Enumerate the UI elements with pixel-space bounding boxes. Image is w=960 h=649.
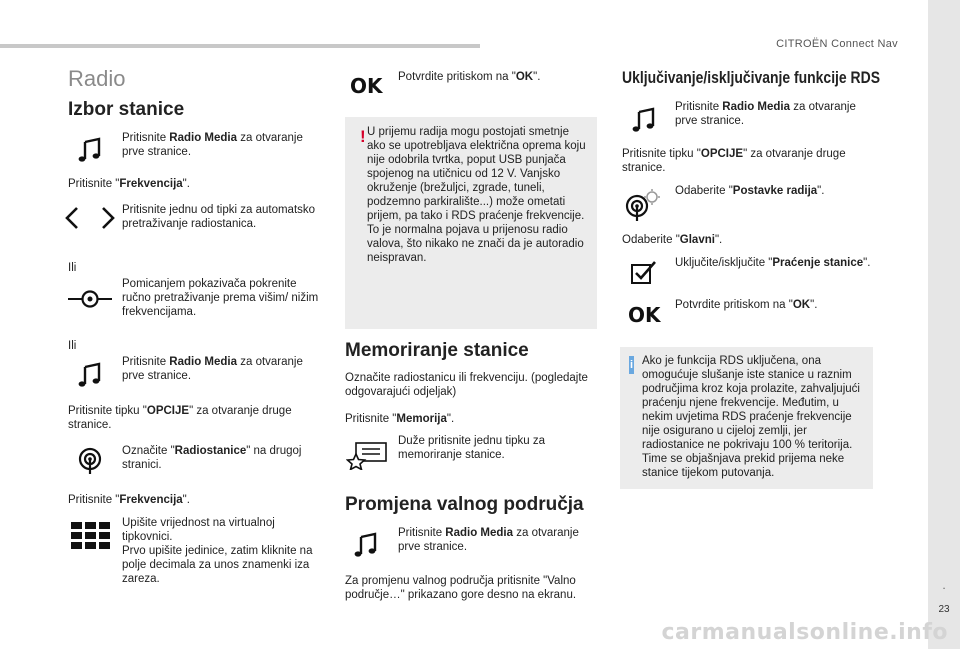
page-mark: . <box>942 578 946 592</box>
para-frekvencija-1: Pritisnite "Frekvencija". <box>68 178 190 190</box>
music-note-icon <box>70 360 110 390</box>
heading-memoriranje: Memoriranje stanice <box>345 340 529 361</box>
tuner-slider-icon <box>66 284 114 314</box>
warning-icon: ! <box>360 127 366 146</box>
radio-settings-icon <box>622 188 662 222</box>
keypad-icon <box>70 522 112 550</box>
mem-para-1: Označite radiostanicu ili frekvenciju. (pogledajte odgovarajući odjeljak) <box>345 372 588 398</box>
rds-step-radio-media: Pritisnite Radio Media za otvaranje prve stranice. <box>675 101 856 127</box>
step-radiostanice: Označite "Radiostanice" na drugoj stranici. <box>122 445 302 471</box>
chevron-left-icon <box>67 208 77 228</box>
seek-chevrons <box>62 203 118 233</box>
rds-step-ok: Potvrdite pritiskom na "OK". <box>675 299 818 311</box>
step-manual-seek: Pomicanjem pokazivača pokrenite ručno pretraživanje prema višim/ nižim frekvencijama. <box>122 278 319 318</box>
warning-box <box>345 117 597 329</box>
brand-header: CITROËN Connect Nav <box>776 38 898 50</box>
info-text: Ako je funkcija RDS uključena, ona omogućuje slušanje iste stanice u raznim područjima kroz koja prolazite, zahvaljujući praćenju njene frekvencije. Međutim, u nekim uvjetima RDS praćenje frekvencije nije osigurano u cijeloj zemlji, jer radiostanice ne pokrivaju 100 % teritorija. Time se objašnjava prekid prijema neke stanice tijekom putovanja. <box>642 355 860 479</box>
step-auto-seek: Pritisnite jednu od tipki za automatsko pretraživanje radiostanica. <box>122 204 316 230</box>
band-step-radio-media: Pritisnite Radio Media za otvaranje prve stranice. <box>398 527 579 553</box>
music-note-icon <box>70 135 110 165</box>
info-icon-glyph: i <box>629 359 634 371</box>
ili-1: Ili <box>68 262 77 274</box>
page-sidebar <box>928 0 960 649</box>
ili-2: Ili <box>68 340 77 352</box>
step-keypad: Upišite vrijednost na virtualnoj tipkovnici. Prvo upišite jedinice, zatim kliknite na polje decimala za unos znamenki iza zareza. <box>122 517 313 585</box>
heading-rds: Uključivanje/isključivanje funkcije RDS <box>622 68 880 87</box>
section-title: Radio <box>68 66 126 91</box>
para-frekvencija-2: Pritisnite "Frekvencija". <box>68 494 190 506</box>
checkbox-icon <box>624 258 664 288</box>
band-para: Za promjenu valnog područja pritisnite "Valno područje…" prikazano gore desno na ekranu. <box>345 575 577 601</box>
step-radio-media-1: Pritisnite Radio Media za otvaranje prve stranice. <box>122 132 303 158</box>
page-number: 23 <box>938 604 950 615</box>
memory-star-icon <box>346 440 388 470</box>
heading-izbor-stanice: Izbor stanice <box>68 99 185 120</box>
info-box <box>620 347 873 489</box>
rds-para-opcije: Pritisnite tipku "OPCIJE" za otvaranje druge stranice. <box>622 148 846 174</box>
music-note-icon <box>346 530 386 560</box>
rds-step-pracenje: Uključite/isključite "Praćenje stanice". <box>675 257 871 269</box>
step-ok-1: Potvrdite pritiskom na "OK". <box>398 71 541 83</box>
step-radio-media-2: Pritisnite Radio Media za otvaranje prve stranice. <box>122 356 303 382</box>
chevron-right-icon <box>103 208 113 228</box>
watermark: carmanualsonline.info <box>661 620 948 645</box>
ok-icon: OK <box>628 303 661 327</box>
ok-icon: OK <box>350 74 383 98</box>
rds-step-postavke: Odaberite "Postavke radija". <box>675 185 825 197</box>
radio-antenna-icon <box>70 446 110 476</box>
heading-promjena-valnog: Promjena valnog područja <box>345 494 584 515</box>
mem-step-long-press: Duže pritisnite jednu tipku za memoriranje stanice. <box>398 435 546 461</box>
para-opcije-1: Pritisnite tipku "OPCIJE" za otvaranje druge stranice. <box>68 405 292 431</box>
rds-para-glavni: Odaberite "Glavni". <box>622 234 723 246</box>
top-rule <box>0 44 480 48</box>
warning-text: U prijemu radija mogu postojati smetnje ako se upotrebljava električna oprema koju nije odobrila tvrtka, poput USB punjača spojenog na utičnicu od 12 V. Vanjsko okruženje (brežuljci, zgrade, tuneli, podzemno parkiralište...) može ometati prijem, pa tako i RDS praćenje frekvencije. To je normalna pojava u prijenosu radio valova, što nikako ne znači da je autoradio neispravan. <box>367 126 586 264</box>
mem-para-2: Pritisnite "Memorija". <box>345 413 455 425</box>
music-note-icon <box>624 105 664 135</box>
info-icon <box>629 356 634 374</box>
